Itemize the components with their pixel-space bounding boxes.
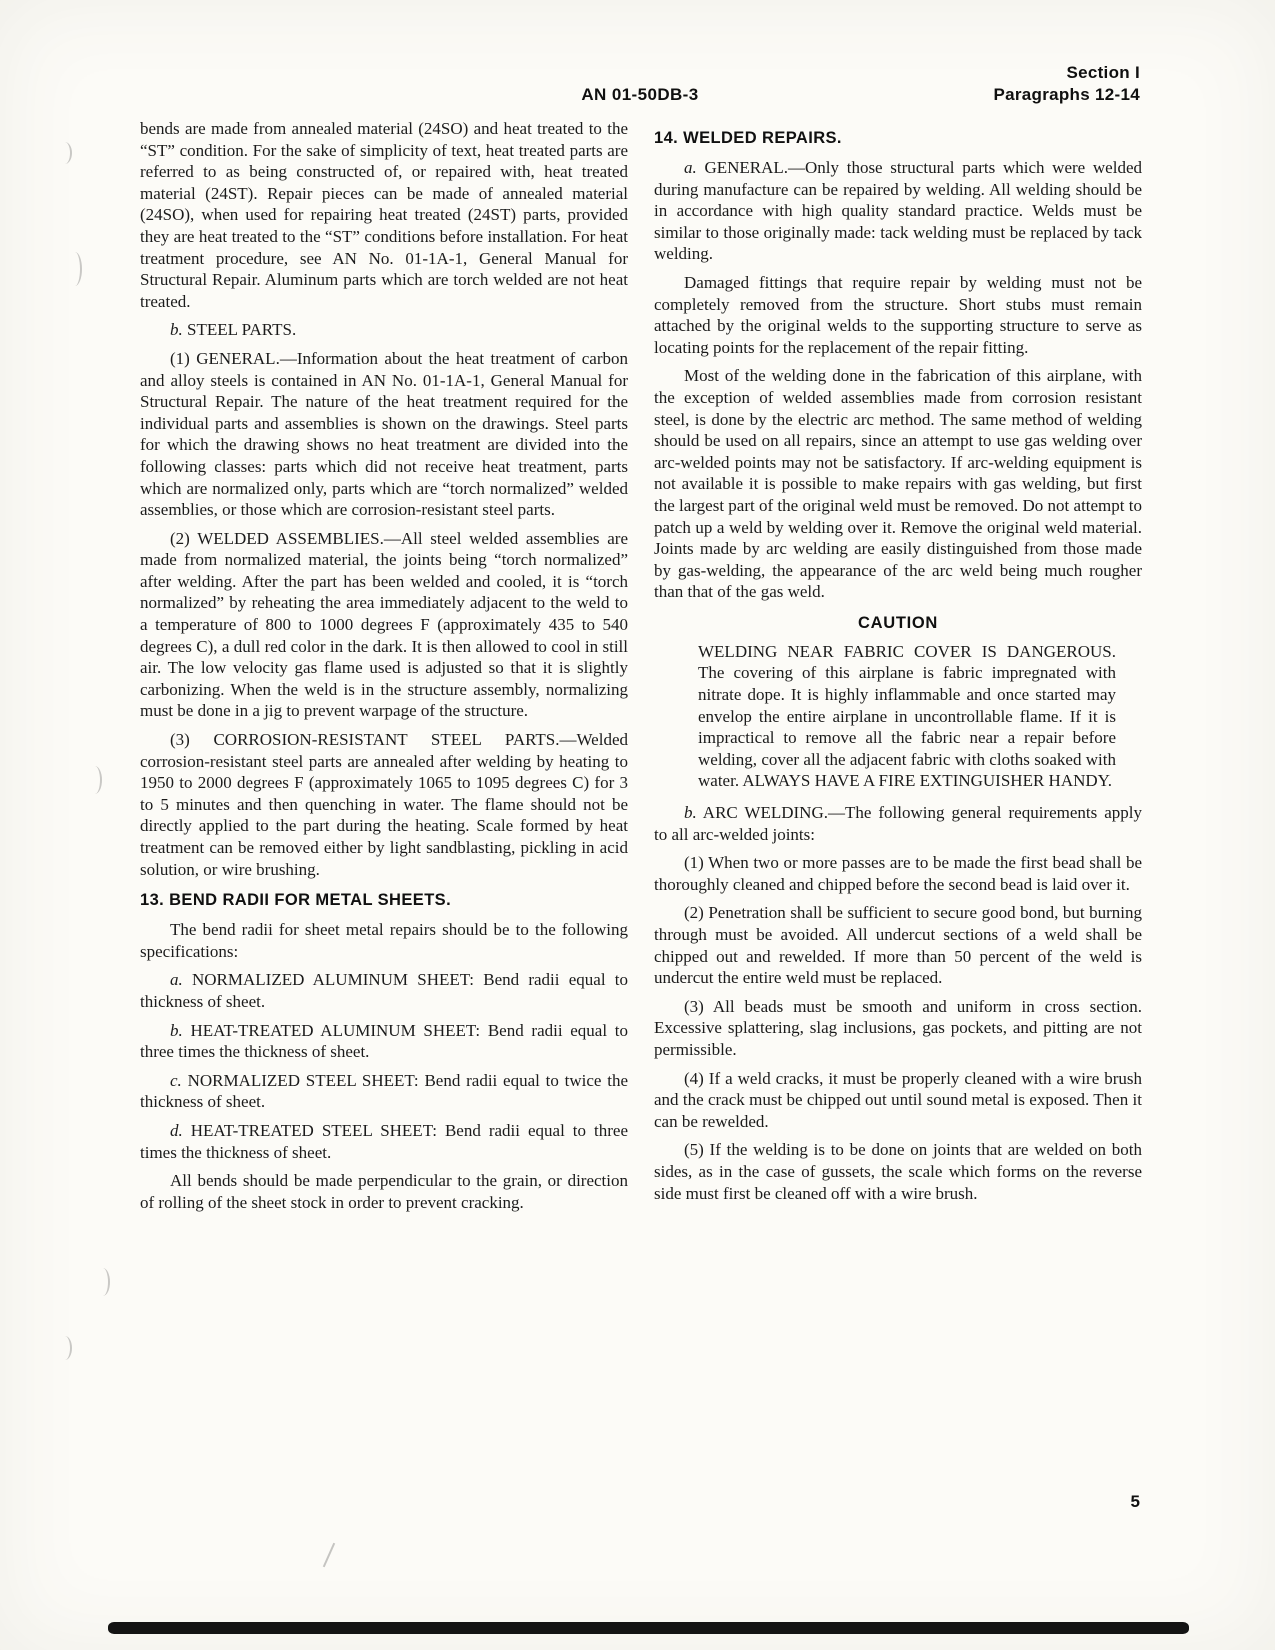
paragraph: (2) Penetration shall be sufficient to secure good bond, but burning through must be avoided. All undercut sections of a weld shall be chipped out and rewelded. If more than 50 percent of the weld is undercut the entire weld must be replaced.: [654, 903, 1142, 988]
paragraphs-label: Paragraphs 12-14: [993, 85, 1140, 104]
paragraph-text: ARC WELDING.—The following general requirements apply to all arc-welded joints:: [654, 803, 1142, 844]
doc-number: AN 01-50DB-3: [581, 85, 699, 104]
item-letter: a.: [684, 158, 697, 177]
scan-artifact: [96, 1268, 110, 1296]
paragraph: [140, 1120, 628, 1163]
paragraph-text: STEEL PARTS.: [187, 320, 297, 340]
paragraph: [140, 1020, 628, 1063]
paragraph: [654, 802, 1142, 845]
item-letter: c.: [170, 1070, 182, 1090]
paragraph: Damaged fittings that require repair by welding must not be completely removed from the structure. Short stubs must remain attached by the original welds to the supporting structure to serve as locating points for the replacement of the repair fitting.: [654, 272, 1142, 357]
scan-artifact: [68, 252, 82, 286]
scan-artifact: [323, 1543, 335, 1568]
paragraph: [140, 969, 628, 1012]
paragraph: bends are made from annealed material (24SO) and heat treated to the “ST” condition. For the sake of simplicity of text, heat treated parts are referred to as being constructed of, or repaired with, heat treated material (24ST). Repair pieces can be made of annealed material (24SO), when used for repairing heat treated (24ST) parts, provided they are heat treated to the “ST” conditions before installation. For heat treatment procedure, see AN No. 01-1A-1, General Manual for Structural Repair. Aluminum parts which are torch welded are not heat treated.: [140, 119, 628, 311]
paragraph: All bends should be made perpendicular to the grain, or direction of rolling of the sheet stock in order to prevent cracking.: [140, 1171, 628, 1212]
paragraph: [654, 157, 1142, 265]
paragraph-text: NORMALIZED STEEL SHEET: Bend radii equal to twice the thickness of sheet.: [140, 1070, 629, 1112]
page-header: [140, 60, 1140, 106]
paragraph-text: HEAT-TREATED STEEL SHEET: Bend radii equal to three times the thickness of sheet.: [140, 1120, 628, 1162]
paragraph: (1) GENERAL.—Information about the heat treatment of carbon and alloy steels is contained in AN No. 01-1A-1, General Manual for Structural Repair. The nature of the heat treatment required for the individual parts and assemblies is shown on the drawings. Steel parts for which the drawing shows no heat treatment are divided into the following classes: parts which did not receive heat treatment, parts which are normalized only, parts which are “torch normalized” welded assemblies, or those which are corrosion-resistant steel parts.: [140, 348, 628, 520]
paragraph: (4) If a weld cracks, it must be properly cleaned with a wire brush and the crack must be chipped out until sound metal is exposed. Then it can be rewelded.: [654, 1068, 1142, 1131]
paragraph: (2) WELDED ASSEMBLIES.—All steel welded assemblies are made from normalized material, the joints being “torch normalized” after welding. After the part has been welded and cooled, it is “torch normalized” by reheating the area immediately adjacent to the weld to a temperature of 800 to 1000 degrees F (approximately 435 to 540 degrees C), a dull red color in the dark. It is then allowed to cool in still air. The low velocity gas flame used is adjusted so that it is slightly carbonizing. When the weld is in the structure assembly, normalizing must be done in a jig to prevent warpage of the structure.: [140, 528, 628, 721]
paragraph: (3) CORROSION-RESISTANT STEEL PARTS.—Welded corrosion-resistant steel parts are annealed after welding by heating to 1950 to 2000 degrees F (approximately 1065 to 1095 degrees C) for 3 to 5 minutes and then quenching in water. The flame should not be directly applied to the part during the heating. Scale formed by heat treatment can be removed either by light sandblasting, pickling in acid solution, or wire brushing.: [140, 730, 628, 879]
numbered-heading: 14. WELDED REPAIRS.: [654, 129, 842, 147]
item-letter: d.: [170, 1120, 183, 1140]
paragraph: (1) When two or more passes are to be made the first bead shall be thoroughly cleaned and chipped before the second bead is laid over it.: [654, 853, 1142, 894]
paragraph-text: NORMALIZED ALUMINUM SHEET: Bend radii equal to thickness of sheet.: [140, 970, 628, 1011]
item-letter: b.: [170, 1020, 183, 1040]
item-letter: b.: [684, 803, 697, 823]
paragraph: (3) All beads must be smooth and uniform in cross section. Excessive splattering, slag inclusions, gas pockets, and pitting are not permissible.: [654, 996, 1142, 1059]
scan-artifact: [58, 1336, 72, 1360]
caution-text: WELDING NEAR FABRIC COVER IS DANGEROUS. The covering of this airplane is fabric impregnated with nitrate dope. It is highly inflammable and once started may envelop the entire airplane in uncontrollable flame. If it is impractical to remove all the fabric near a repair before welding, cover all the adjacent fabric with cloths soaked with water. ALWAYS HAVE A FIRE EXTINGUISHER HANDY.: [698, 641, 1116, 791]
caution-title: CAUTION: [857, 613, 939, 632]
section-label: Section I: [1066, 63, 1140, 82]
numbered-heading: 13. BEND RADII FOR METAL SHEETS.: [140, 891, 452, 910]
scan-edge-artifact: [108, 1622, 1189, 1634]
scan-artifact: [88, 766, 102, 794]
two-column-text: [140, 118, 1142, 1220]
right-column: [654, 118, 1142, 1220]
scan-artifact: [58, 142, 72, 164]
paragraph: The bend radii for sheet metal repairs should be to the following specifications:: [140, 920, 628, 961]
header-right-block: [993, 62, 1140, 106]
paragraph: (5) If the welding is to be done on joints that are welded on both sides, as in the case of gussets, the scale which forms on the reverse side must first be cleaned off with a wire brush.: [654, 1140, 1142, 1203]
left-column: [140, 118, 628, 1220]
paragraph-text: GENERAL.—Only those structural parts which were welded during manufacture can be repaired by welding. All welding should be in accordance with high quality standard practice. Welds must be similar to those originally made: tack welding must be replaced by tack welding.: [654, 158, 1142, 264]
item-letter: a.: [170, 970, 183, 990]
paragraph: Most of the welding done in the fabrication of this airplane, with the exception of welded assemblies made from corrosion resistant steel, is done by the electric arc method. The same method of welding should be used on all repairs, since an attempt to use gas welding over arc-welded points may not be satisfactory. If arc-welding equipment is not available it is possible to make repairs with gas welding, but first the largest part of the original weld must be removed. Do not attempt to patch up a weld by welding over it. Remove the original weld material. Joints made by arc welding are easily distinguished from those made by gas-welding, the appearance of the arc weld being much rougher than that of the gas weld.: [654, 366, 1142, 602]
paragraph: [140, 1070, 628, 1113]
paragraph: [140, 319, 628, 341]
paragraph-text: HEAT-TREATED ALUMINUM SHEET: Bend radii equal to three times the thickness of sheet.: [140, 1020, 628, 1062]
page-number: 5: [1130, 1492, 1140, 1511]
item-letter: b.: [170, 320, 183, 340]
